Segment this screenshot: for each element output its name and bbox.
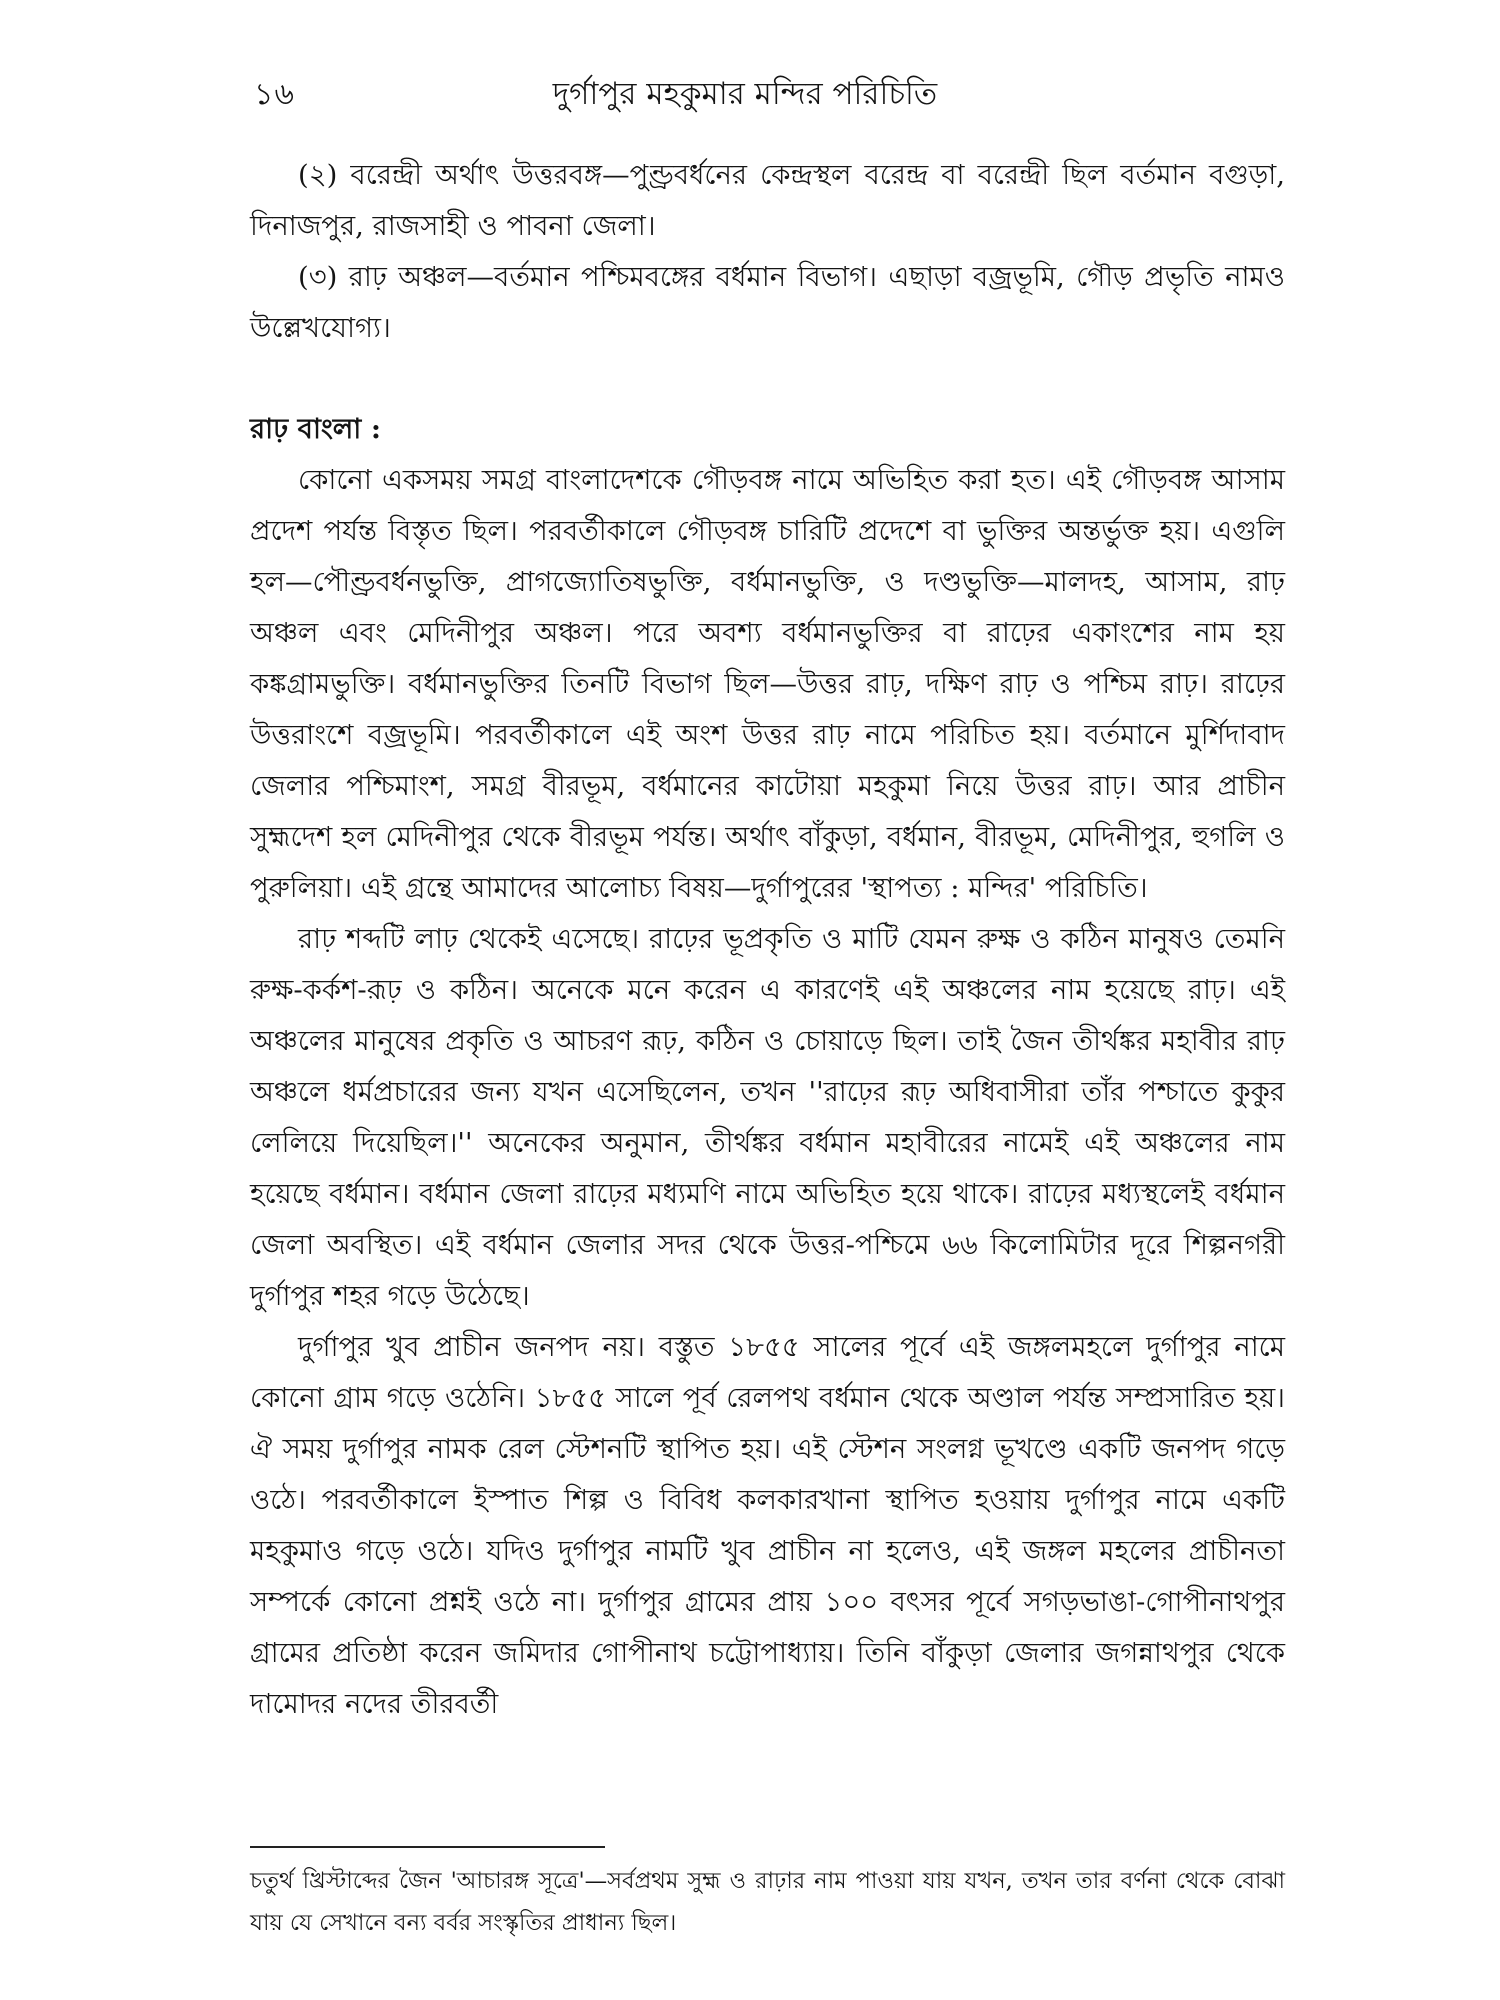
intro-paragraph-rarh: (৩) রাঢ় অঞ্চল—বর্তমান পশ্চিমবঙ্গের বর্ধমান বিভাগ। এছাড়া বজ্রভূমি, গৌড় প্রভৃতি নামও উল্লেখযোগ্য। [250,261,1285,344]
body-paragraph: কোনো একসময় সমগ্র বাংলাদেশকে গৌড়বঙ্গ নামে অভিহিত করা হত। এই গৌড়বঙ্গ আসাম প্রদেশ পর্যন্ত বিস্তৃত ছিল। পরবর্তীকালে গৌড়বঙ্গ চারিটি প্রদেশে বা ভুক্তির অন্তর্ভুক্ত হয়। এগুলি হল—পৌণ্ড্রবর্ধনভুক্তি, প্রাগজ্যোতিষভুক্তি, বর্ধমানভুক্তি, ও দণ্ডভুক্তি—মালদহ, আসাম, রাঢ় অঞ্চল এবং মেদিনীপুর অঞ্চল। পরে অবশ্য বর্ধমানভুক্তির বা রাঢ়ের একাংশের নাম হয় কঙ্কগ্রামভুক্তি। বর্ধমানভুক্তির তিনটি বিভাগ ছিল—উত্তর রাঢ়, দক্ষিণ রাঢ় ও পশ্চিম রাঢ়। রাঢ়ের উত্তরাংশে বজ্রভূমি। পরবর্তীকালে এই অংশ উত্তর রাঢ় নামে পরিচিত হয়। বর্তমানে মুর্শিদাবাদ জেলার পশ্চিমাংশ, সমগ্র বীরভূম, বর্ধমানের কাটোয়া মহকুমা নিয়ে উত্তর রাঢ়। আর প্রাচীন সুহ্মদেশ হল মেদিনীপুর থেকে বীরভূম পর্যন্ত। অর্থাৎ বাঁকুড়া, বর্ধমান, বীরভূম, মেদিনীপুর, হুগলি ও পুরুলিয়া। এই গ্রন্থে আমাদের আলোচ্য বিষয়—দুর্গাপুরের 'স্থাপত্য : মন্দির' পরিচিতি। [250,464,1285,904]
intro-paragraph-barendri: (২) বরেন্দ্রী অর্থাৎ উত্তরবঙ্গ—পুণ্ড্রবর্ধনের কেন্দ্রস্থল বরেন্দ্র বা বরেন্দ্রী ছিল বর্তমান বগুড়া, দিনাজপুর, রাজসাহী ও পাবনা জেলা। [250,159,1285,242]
footnote [250,1860,1285,1944]
page-body [250,150,1285,1730]
section-heading: রাঢ় বাংলা : [250,413,381,445]
footnote-divider [250,1846,605,1848]
body-paragraph: দুর্গাপুর খুব প্রাচীন জনপদ নয়। বস্তুত ১৮৫৫ সালের পূর্বে এই জঙ্গলমহলে দুর্গাপুর নামে কোনো গ্রাম গড়ে ওঠেনি। ১৮৫৫ সালে পূর্ব রেলপথ বর্ধমান থেকে অণ্ডাল পর্যন্ত সম্প্রসারিত হয়। ঐ সময় দুর্গাপুর নামক রেল স্টেশনটি স্থাপিত হয়। এই স্টেশন সংলগ্ন ভূখণ্ডে একটি জনপদ গড়ে ওঠে। পরবর্তীকালে ইস্পাত শিল্প ও বিবিধ কলকারখানা স্থাপিত হওয়ায় দুর্গাপুর নামে একটি মহকুমাও গড়ে ওঠে। যদিও দুর্গাপুর নামটি খুব প্রাচীন না হলেও, এই জঙ্গল মহলের প্রাচীনতা সম্পর্কে কোনো প্রশ্নই ওঠে না। দুর্গাপুর গ্রামের প্রায় ১০০ বৎসর পূর্বে সগড়ভাঙা-গোপীনাথপুর গ্রামের প্রতিষ্ঠা করেন জমিদার গোপীনাথ চট্টোপাধ্যায়। তিনি বাঁকুড়া জেলার জগন্নাথপুর থেকে দামোদর নদের তীরবর্তী [250,1331,1285,1720]
footnote-text: চতুর্থ খ্রিস্টাব্দের জৈন 'আচারঙ্গ সূত্রে'—সর্বপ্রথম সুহ্ম ও রাঢ়ার নাম পাওয়া যায় যখন, তখন তার বর্ণনা থেকে বোঝা যায় যে সেখানে বন্য বর্বর সংস্কৃতির প্রাধান্য ছিল। [250,1868,1285,1936]
page-number: ১৬ [254,77,295,112]
body-paragraph: রাঢ় শব্দটি লাঢ় থেকেই এসেছে। রাঢ়ের ভূপ্রকৃতি ও মাটি যেমন রুক্ষ ও কঠিন মানুষও তেমনি রুক্ষ-কর্কশ-রূঢ় ও কঠিন। অনেকে মনে করেন এ কারণেই এই অঞ্চলের নাম হয়েছে রাঢ়। এই অঞ্চলের মানুষের প্রকৃতি ও আচরণ রূঢ়, কঠিন ও চোয়াড়ে ছিল। তাই জৈন তীর্থঙ্কর মহাবীর রাঢ় অঞ্চলে ধর্মপ্রচারের জন্য যখন এসেছিলেন, তখন ''রাঢ়ের রূঢ় অধিবাসীরা তাঁর পশ্চাতে কুকুর লেলিয়ে দিয়েছিল।'' অনেকের অনুমান, তীর্থঙ্কর বর্ধমান মহাবীরের নামেই এই অঞ্চলের নাম হয়েছে বর্ধমান। বর্ধমান জেলা রাঢ়ের মধ্যমণি নামে অভিহিত হয়ে থাকে। রাঢ়ের মধ্যস্থলেই বর্ধমান জেলা অবস্থিত। এই বর্ধমান জেলার সদর থেকে উত্তর-পশ্চিমে ৬৬ কিলোমিটার দূরে শিল্পনগরী দুর্গাপুর শহর গড়ে উঠেছে। [250,923,1285,1312]
page-header [230,70,1260,120]
running-title: দুর্গাপুর মহকুমার মন্দির পরিচিতি [552,76,938,112]
